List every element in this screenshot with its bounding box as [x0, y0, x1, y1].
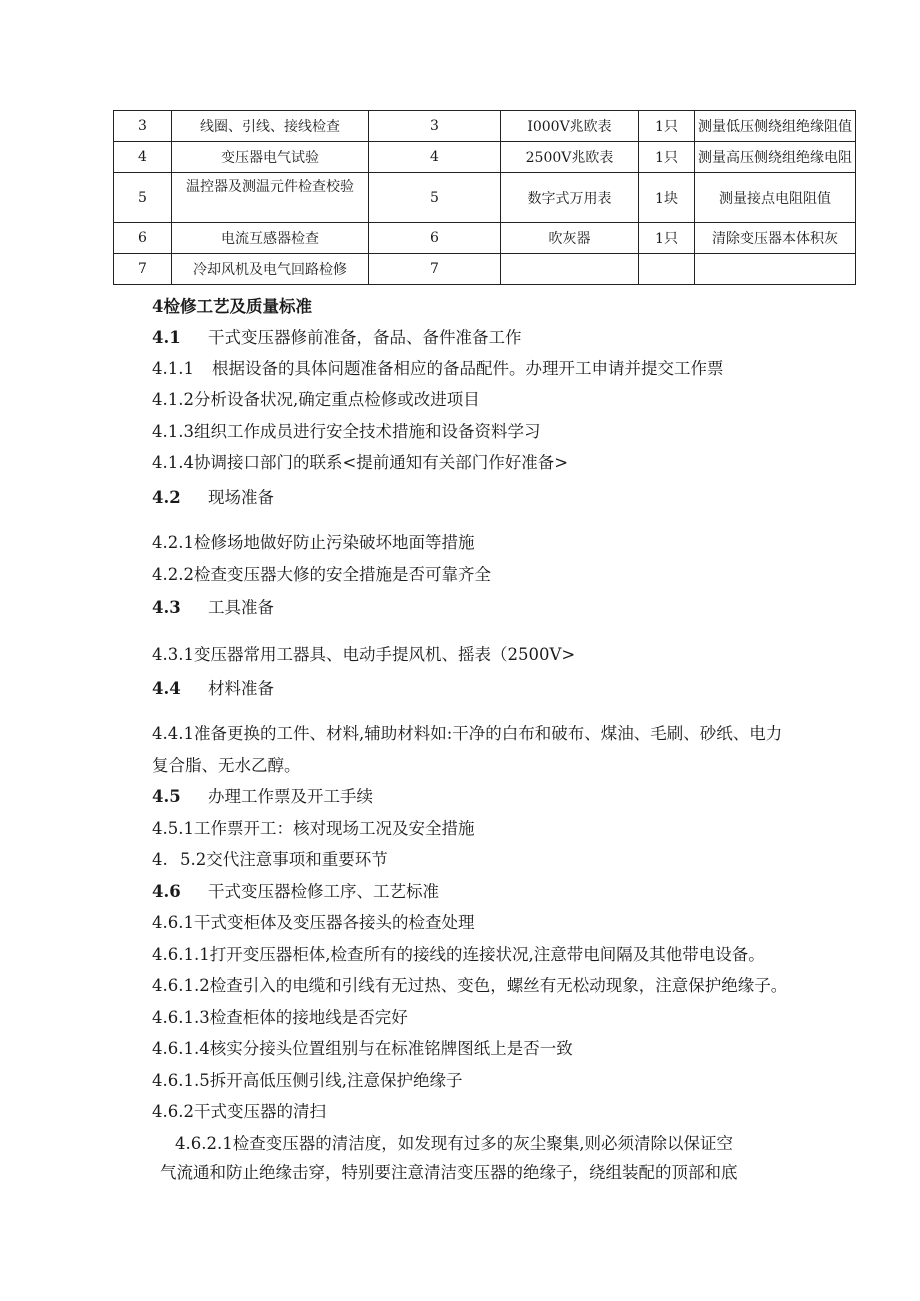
paragraph-4-2-2: 4.2.2检查变压器大修的安全措施是否可靠齐全 [152, 565, 491, 584]
section-number: 4.4 [152, 679, 181, 698]
tool-quantity: 1块 [639, 173, 695, 223]
step-number: 3 [114, 111, 172, 142]
table-row [114, 111, 856, 142]
tool-name [501, 254, 639, 285]
step-number: 4 [114, 142, 172, 173]
paragraph-4-6-2-1: 4.6.2.1检查变压器的清洁度，如发现有过多的灰尘聚集,则必须清除以保证空 [175, 1134, 733, 1153]
tool-purpose [695, 254, 856, 285]
table-row [114, 173, 856, 223]
section-number: 4.5 [152, 787, 181, 806]
paragraph-4-6-1-2: 4.6.1.2检查引入的电缆和引线有无过热、变色，螺丝有无松动现象，注意保护绝缘子。 [152, 976, 788, 995]
section-title: 现场准备 [208, 488, 274, 507]
section-title: 办理工作票及开工手续 [208, 787, 373, 806]
table-row [114, 142, 856, 173]
tool-number: 3 [369, 111, 501, 142]
paragraph-4-6-1-4: 4.6.1.4核实分接头位置组别与在标准铭牌图纸上是否一致 [152, 1039, 573, 1058]
paragraph-4-1-2: 4.1.2分析设备状况,确定重点检修或改进项目 [152, 390, 480, 409]
section-title: 工具准备 [208, 598, 274, 617]
step-number: 5 [114, 173, 172, 223]
paragraph-4-1-1 [152, 359, 724, 379]
section-number: 4.1 [152, 328, 181, 347]
paragraph-4-4-1-continued: 复合脂、无水乙醇。 [152, 756, 301, 775]
tool-name: 数字式万用表 [501, 173, 639, 223]
tool-number: 7 [369, 254, 501, 285]
paragraph-text: 根据设备的具体问题准备相应的备品配件。办理开工申请并提交工作票 [212, 359, 724, 378]
section-4-5-heading [152, 787, 373, 807]
tool-purpose: 测量低压侧绕组绝缘阻值 [695, 111, 856, 142]
paragraph-text: 5.2交代注意事项和重要环节 [180, 850, 388, 869]
tool-quantity [639, 254, 695, 285]
step-name: 线圈、引线、接线检查 [172, 111, 369, 142]
paragraph-4-5-1: 4.5.1工作票开工：核对现场工况及安全措施 [152, 819, 475, 838]
section-4-4-heading [152, 679, 274, 699]
tool-name: I000V兆欧表 [501, 111, 639, 142]
step-name: 温控器及测温元件检查校验 [172, 173, 369, 223]
section-4-6-heading [152, 882, 439, 902]
step-number: 6 [114, 223, 172, 254]
paragraph-4-3-1: 4.3.1变压器常用工器具、电动手提风机、摇表（2500V> [152, 645, 576, 664]
table-row [114, 223, 856, 254]
tool-purpose: 测量接点电阻阻值 [695, 173, 856, 223]
tool-number: 5 [369, 173, 501, 223]
paragraph-4-6-2: 4.6.2干式变压器的清扫 [152, 1102, 326, 1121]
tool-purpose: 测量高压侧绕组绝缘电阻 [695, 142, 856, 173]
tool-number: 6 [369, 223, 501, 254]
section-4-heading: 4检修工艺及质量标准 [152, 297, 312, 316]
section-title: 干式变压器检修工序、工艺标准 [208, 882, 439, 901]
section-number: 4.3 [152, 598, 181, 617]
tool-purpose: 清除变压器本体积灰 [695, 223, 856, 254]
paragraph-4-5-2 [152, 850, 388, 870]
paragraph-4-1-3: 4.1.3组织工作成员进行安全技术措施和设备资料学习 [152, 422, 541, 441]
section-4-3-heading [152, 598, 274, 618]
table-row [114, 254, 856, 285]
paragraph-4-6-1-5: 4.6.1.5拆开高低压侧引线,注意保护绝缘子 [152, 1071, 463, 1090]
section-number: 4.6 [152, 882, 181, 901]
section-number: 4.2 [152, 488, 181, 507]
tool-quantity: 1只 [639, 111, 695, 142]
section-title: 材料准备 [208, 679, 274, 698]
tool-name: 吹灰器 [501, 223, 639, 254]
tool-number: 4 [369, 142, 501, 173]
section-number: 4. [152, 850, 168, 869]
section-4-2-heading [152, 488, 274, 508]
tool-quantity: 1只 [639, 223, 695, 254]
step-name: 冷却风机及电气回路检修 [172, 254, 369, 285]
paragraph-4-6-1-1: 4.6.1.1打开变压器柜体,检查所有的接线的连接状况,注意带电间隔及其他带电设备。 [152, 945, 765, 964]
paragraph-4-6-1-3: 4.6.1.3检查柜体的接地线是否完好 [152, 1008, 408, 1027]
paragraph-4-6-1: 4.6.1干式变柜体及变压器各接头的检查处理 [152, 913, 475, 932]
paragraph-4-4-1: 4.4.1准备更换的工件、材料,辅助材料如:干净的白布和破布、煤油、毛刷、砂纸、电力 [152, 724, 783, 743]
section-title: 干式变压器修前准备，备品、备件准备工作 [208, 328, 522, 347]
tools-table [113, 110, 856, 285]
step-name: 变压器电气试验 [172, 142, 369, 173]
section-4-1-heading [152, 328, 522, 348]
paragraph-4-2-1: 4.2.1检修场地做好防止污染破坏地面等措施 [152, 533, 475, 552]
section-number: 4.1.1 [152, 359, 194, 378]
paragraph-4-6-2-1-continued: 气流通和防止绝缘击穿，特别要注意清洁变压器的绝缘子，绕组装配的顶部和底 [160, 1163, 738, 1182]
step-name: 电流互感器检查 [172, 223, 369, 254]
paragraph-4-1-4: 4.1.4协调接口部门的联系<提前通知有关部门作好准备> [152, 453, 569, 472]
tool-name: 2500V兆欧表 [501, 142, 639, 173]
tool-quantity: 1只 [639, 142, 695, 173]
step-number: 7 [114, 254, 172, 285]
